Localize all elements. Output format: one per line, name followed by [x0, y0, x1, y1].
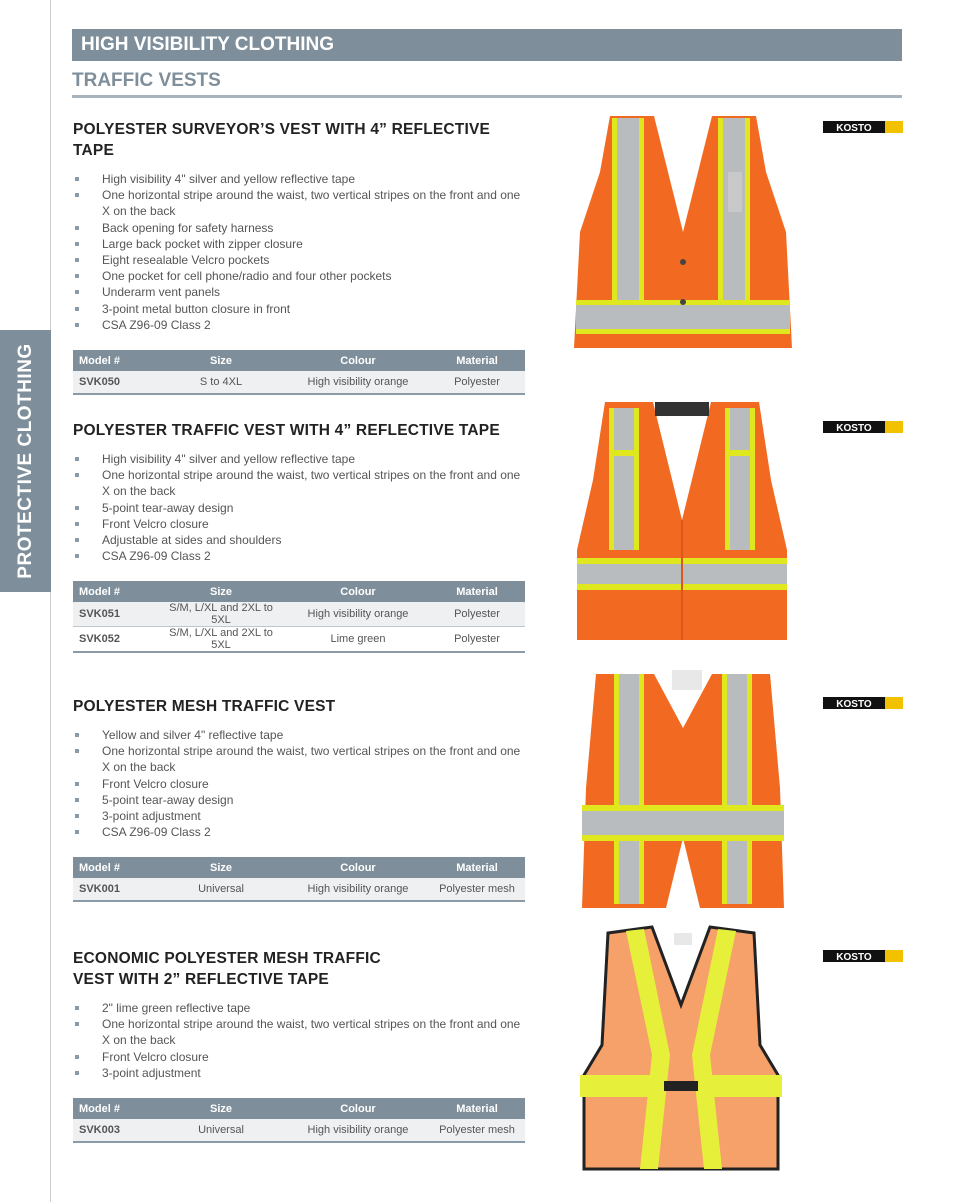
cell-material: Polyester: [429, 371, 525, 394]
product-economic-mesh-vest: [73, 948, 525, 1143]
feature-item: Front Velcro closure: [73, 1049, 525, 1065]
col-colour: Colour: [287, 350, 429, 371]
cell-size: Universal: [155, 878, 287, 901]
cell-material: Polyester mesh: [429, 878, 525, 901]
feature-item: High visibility 4" silver and yellow reflective tape: [73, 171, 525, 187]
feature-item: 5-point tear-away design: [73, 792, 525, 808]
side-label: PROTECTIVE CLOTHING: [15, 343, 36, 579]
col-size: Size: [155, 350, 287, 371]
feature-item: Adjustable at sides and shoulders: [73, 532, 525, 548]
feature-item: Back opening for safety harness: [73, 220, 525, 236]
product-title: ECONOMIC POLYESTER MESH TRAFFIC VEST WITH 2” REFLECTIVE TAPE: [73, 950, 381, 988]
feature-list: [73, 727, 525, 840]
spec-header-row: [73, 581, 525, 602]
side-rail: [0, 0, 51, 1202]
product-mesh-vest: [73, 696, 525, 902]
feature-item: One horizontal stripe around the waist, two vertical stripes on the front and one X on the back: [73, 187, 525, 219]
svg-text:KOSTO: KOSTO: [836, 699, 872, 709]
feature-item: 3-point metal button closure in front: [73, 301, 525, 317]
feature-item: Front Velcro closure: [73, 776, 525, 792]
spec-header-row: [73, 857, 525, 878]
cell-model: SVK001: [73, 878, 155, 901]
traffic-vest-image: [575, 400, 789, 644]
feature-item: One pocket for cell phone/radio and four other pockets: [73, 268, 525, 284]
cell-colour: High visibility orange: [287, 878, 429, 901]
spec-header-row: [73, 350, 525, 371]
cell-model: SVK050: [73, 371, 155, 394]
svg-text:KOSTO: KOSTO: [836, 123, 872, 133]
feature-item: 2" lime green reflective tape: [73, 1000, 525, 1016]
cell-material: Polyester: [429, 602, 525, 627]
col-colour: Colour: [287, 1098, 429, 1119]
feature-list: [73, 451, 525, 564]
cell-size: S to 4XL: [155, 371, 287, 394]
section-title: HIGH VISIBILITY CLOTHING: [72, 29, 902, 61]
feature-list: [73, 171, 525, 333]
col-model: Model #: [73, 1098, 155, 1119]
feature-item: Yellow and silver 4" reflective tape: [73, 727, 525, 743]
spec-table: [73, 1098, 525, 1143]
feature-item: One horizontal stripe around the waist, two vertical stripes on the front and one X on the back: [73, 1016, 525, 1048]
feature-item: 3-point adjustment: [73, 808, 525, 824]
product-title: POLYESTER SURVEYOR’S VEST WITH 4” REFLECTIVE TAPE: [73, 121, 491, 159]
feature-item: 5-point tear-away design: [73, 500, 525, 516]
product-surveyor-vest: [73, 119, 525, 395]
spec-table: [73, 857, 525, 902]
product-traffic-vest: [73, 420, 525, 653]
spec-header-row: [73, 1098, 525, 1119]
cell-model: SVK052: [73, 627, 155, 653]
cell-colour: Lime green: [287, 627, 429, 653]
table-row: [73, 878, 525, 901]
cell-size: Universal: [155, 1119, 287, 1142]
feature-item: CSA Z96-09 Class 2: [73, 548, 525, 564]
table-row: [73, 602, 525, 627]
col-size: Size: [155, 1098, 287, 1119]
cell-colour: High visibility orange: [287, 371, 429, 394]
col-model: Model #: [73, 581, 155, 602]
product-title: POLYESTER MESH TRAFFIC VEST: [73, 698, 336, 715]
brand-logo: [823, 421, 903, 433]
cell-material: Polyester: [429, 627, 525, 653]
brand-logo: [823, 950, 903, 962]
col-material: Material: [429, 857, 525, 878]
col-model: Model #: [73, 857, 155, 878]
col-model: Model #: [73, 350, 155, 371]
feature-item: Underarm vent panels: [73, 284, 525, 300]
spec-table: [73, 581, 525, 653]
feature-item: CSA Z96-09 Class 2: [73, 317, 525, 333]
surveyor-vest-image: [570, 112, 796, 358]
cell-size: S/M, L/XL and 2XL to 5XL: [155, 602, 287, 627]
feature-item: 3-point adjustment: [73, 1065, 525, 1081]
feature-item: CSA Z96-09 Class 2: [73, 824, 525, 840]
mesh-vest-image: [580, 668, 786, 912]
feature-item: Large back pocket with zipper closure: [73, 236, 525, 252]
col-colour: Colour: [287, 581, 429, 602]
economic-mesh-vest-image: [578, 925, 784, 1173]
cell-size: S/M, L/XL and 2XL to 5XL: [155, 627, 287, 653]
feature-item: One horizontal stripe around the waist, two vertical stripes on the front and one X on the back: [73, 467, 525, 499]
table-row: [73, 1119, 525, 1142]
feature-item: High visibility 4" silver and yellow reflective tape: [73, 451, 525, 467]
table-row: [73, 627, 525, 653]
cell-colour: High visibility orange: [287, 1119, 429, 1142]
product-title: POLYESTER TRAFFIC VEST WITH 4” REFLECTIVE TAPE: [73, 422, 500, 439]
col-size: Size: [155, 581, 287, 602]
brand-logo: [823, 121, 903, 133]
svg-text:KOSTO: KOSTO: [836, 423, 872, 433]
cell-model: SVK051: [73, 602, 155, 627]
spec-table: [73, 350, 525, 395]
table-row: [73, 371, 525, 394]
feature-item: One horizontal stripe around the waist, two vertical stripes on the front and one X on the back: [73, 743, 525, 775]
section-subtitle: TRAFFIC VESTS: [72, 68, 902, 98]
feature-item: Eight resealable Velcro pockets: [73, 252, 525, 268]
brand-logo: [823, 697, 903, 709]
col-size: Size: [155, 857, 287, 878]
cell-model: SVK003: [73, 1119, 155, 1142]
feature-item: Front Velcro closure: [73, 516, 525, 532]
col-material: Material: [429, 1098, 525, 1119]
col-colour: Colour: [287, 857, 429, 878]
cell-colour: High visibility orange: [287, 602, 429, 627]
cell-material: Polyester mesh: [429, 1119, 525, 1142]
col-material: Material: [429, 581, 525, 602]
feature-list: [73, 1000, 525, 1081]
svg-text:KOSTO: KOSTO: [836, 952, 872, 962]
col-material: Material: [429, 350, 525, 371]
